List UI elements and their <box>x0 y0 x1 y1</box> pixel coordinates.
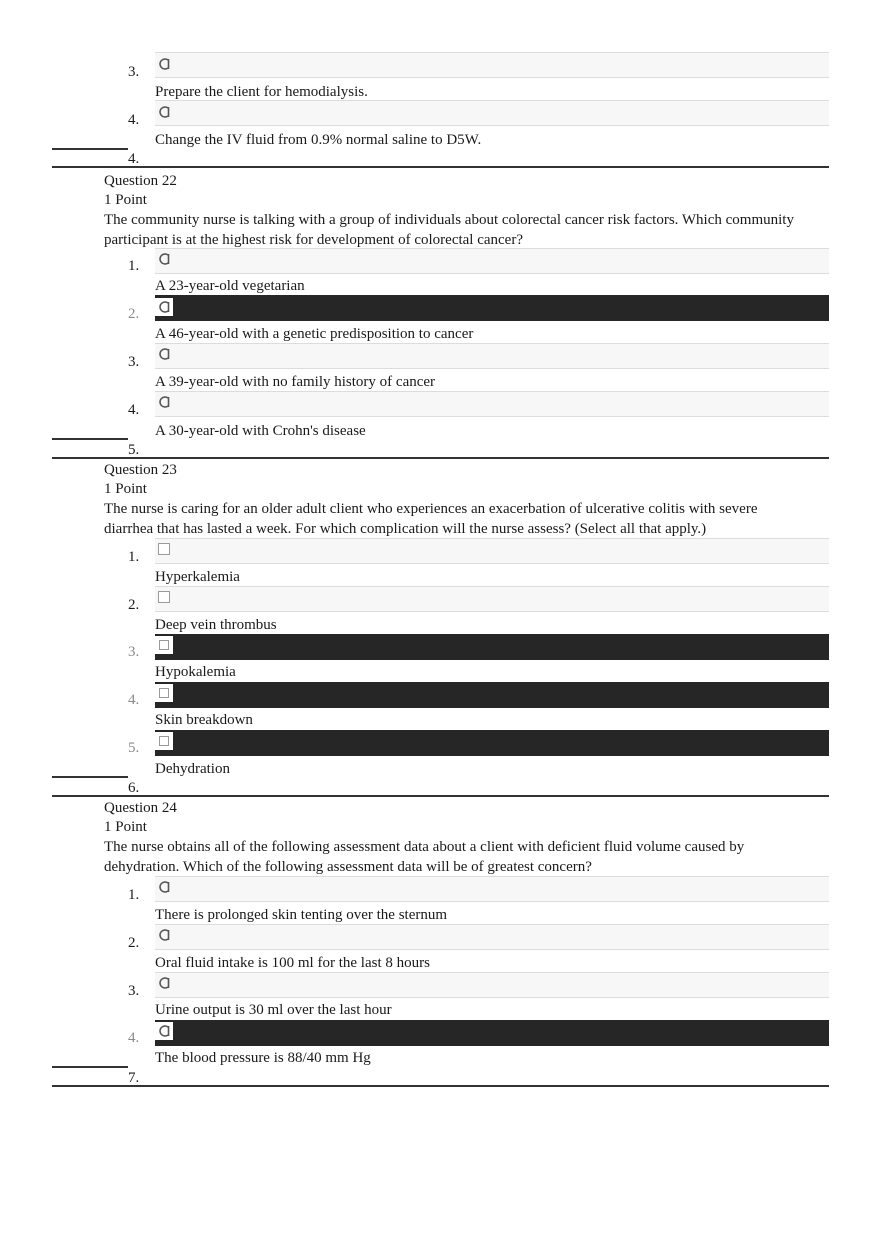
option-row[interactable] <box>155 391 829 417</box>
option-number: 2. <box>128 597 140 613</box>
option-number: 3. <box>128 644 140 660</box>
option-number: 2. <box>128 935 140 951</box>
option-number: 2. <box>128 306 140 322</box>
option-row-selected[interactable] <box>155 634 829 660</box>
option-text: Oral fluid intake is 100 ml for the last 8 hours <box>155 955 430 971</box>
divider <box>52 148 128 150</box>
option-text: Skin breakdown <box>155 712 253 728</box>
option-row[interactable] <box>155 586 829 612</box>
question-title: Question 24 <box>104 800 177 816</box>
question-points: 1 Point <box>104 192 147 208</box>
option-number: 1. <box>128 549 140 565</box>
option-number: 3. <box>128 983 140 999</box>
checkbox-icon[interactable] <box>155 732 173 750</box>
option-text: Deep vein thrombus <box>155 617 277 633</box>
option-row[interactable] <box>155 100 829 126</box>
footer-number: 4. <box>128 151 140 167</box>
footer-number: 5. <box>128 442 140 458</box>
divider <box>52 795 829 797</box>
divider <box>52 166 829 168</box>
option-text: The blood pressure is 88/40 mm Hg <box>155 1050 371 1066</box>
option-text: Hypokalemia <box>155 664 236 680</box>
option-number: 4. <box>128 112 140 128</box>
option-row-selected[interactable] <box>155 1020 829 1046</box>
option-number: 1. <box>128 258 140 274</box>
divider <box>52 457 829 459</box>
option-text: Urine output is 30 ml over the last hour <box>155 1002 392 1018</box>
option-row[interactable] <box>155 248 829 274</box>
option-text: A 23-year-old vegetarian <box>155 278 305 294</box>
option-number: 5. <box>128 740 140 756</box>
checkbox-icon[interactable] <box>155 684 173 702</box>
option-number: 4. <box>128 1030 140 1046</box>
option-text: Prepare the client for hemodialysis. <box>155 84 368 100</box>
option-row[interactable] <box>155 52 829 78</box>
divider <box>52 1066 128 1068</box>
question-points: 1 Point <box>104 819 147 835</box>
option-row-selected[interactable] <box>155 730 829 756</box>
question-title: Question 23 <box>104 462 177 478</box>
radio-icon[interactable] <box>158 977 170 989</box>
checkbox-icon[interactable] <box>155 636 173 654</box>
radio-icon[interactable] <box>158 396 170 408</box>
option-text: A 30-year-old with Crohn's disease <box>155 423 366 439</box>
option-text: Change the IV fluid from 0.9% normal saline to D5W. <box>155 132 482 148</box>
question-text: The community nurse is talking with a group of individuals about colorectal cancer risk factors. Which community participant is at the highest risk for development of colorectal cancer? <box>104 212 794 248</box>
option-text: A 39-year-old with no family history of cancer <box>155 374 436 390</box>
question-text: The nurse obtains all of the following assessment data about a client with deficient fluid volume caused by dehydration. Which of the following assessment data will be of greatest concern? <box>104 839 745 875</box>
radio-icon[interactable] <box>158 929 170 941</box>
checkbox-icon[interactable] <box>158 543 170 555</box>
divider <box>52 438 128 440</box>
checkbox-icon[interactable] <box>158 591 170 603</box>
radio-icon[interactable] <box>155 298 173 316</box>
option-row[interactable] <box>155 343 829 369</box>
option-row-selected[interactable] <box>155 682 829 708</box>
option-number: 1. <box>128 887 140 903</box>
option-number: 3. <box>128 64 140 80</box>
option-row[interactable] <box>155 924 829 950</box>
option-text: Hyperkalemia <box>155 569 240 585</box>
option-row[interactable] <box>155 876 829 902</box>
radio-icon[interactable] <box>158 253 170 265</box>
option-number: 4. <box>128 692 140 708</box>
option-number: 4. <box>128 402 140 418</box>
option-row-selected[interactable] <box>155 295 829 321</box>
option-text: Dehydration <box>155 761 230 777</box>
footer-number: 7. <box>128 1070 140 1086</box>
footer-number: 6. <box>128 780 140 796</box>
radio-icon[interactable] <box>155 1022 173 1040</box>
option-text: There is prolonged skin tenting over the sternum <box>155 907 448 923</box>
question-text: The nurse is caring for an older adult client who experiences an exacerbation of ulcerative colitis with severe diarrhea that has lasted a week. For which complication will the nurse assess? (Select all that apply.) <box>104 501 758 537</box>
option-row[interactable] <box>155 972 829 998</box>
radio-icon[interactable] <box>158 106 170 118</box>
option-number: 3. <box>128 354 140 370</box>
question-title: Question 22 <box>104 173 177 189</box>
radio-icon[interactable] <box>158 58 170 70</box>
radio-icon[interactable] <box>158 348 170 360</box>
divider <box>52 776 128 778</box>
option-row[interactable] <box>155 538 829 564</box>
divider <box>52 1085 829 1087</box>
question-points: 1 Point <box>104 481 147 497</box>
radio-icon[interactable] <box>158 881 170 893</box>
option-text: A 46-year-old with a genetic predisposition to cancer <box>155 326 474 342</box>
